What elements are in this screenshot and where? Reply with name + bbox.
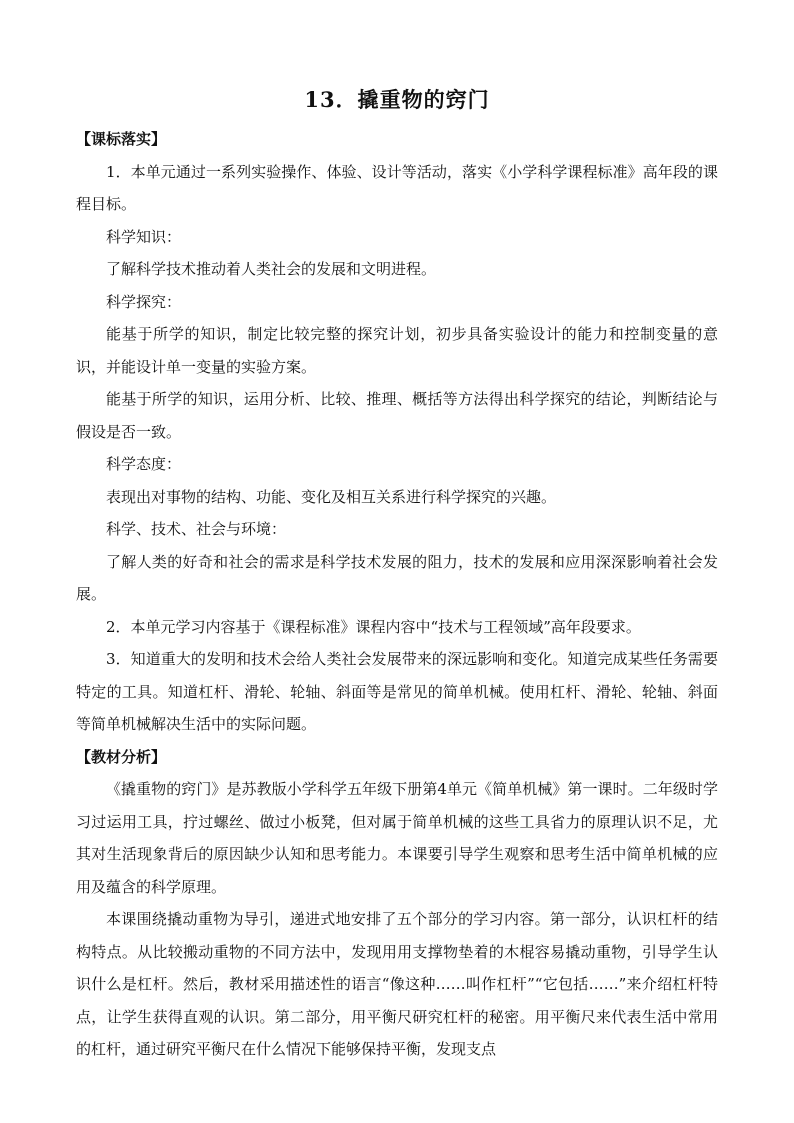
paragraph: 能基于所学的知识，运用分析、比较、推理、概括等方法得出科学探究的结论，判断结论与假设是否一致。 [76, 390, 718, 441]
page-title: 13．撬重物的窍门 [304, 87, 490, 112]
paragraph: 科学知识： [106, 227, 182, 246]
paragraph: 《撬重物的窍门》是苏教版小学科学五年级下册第4单元《简单机械》第一课时。二年级时学习过运用工具，拧过螺丝、做过小板凳，但对属于简单机械的这些工具省力的原理认识不足，尤其对生活现象背后的原因缺少认知和思考能力。本课要引导学生观察和思考生活中简单机械的应用及蕴含的科学原理。 [76, 780, 718, 896]
paragraph: 1．本单元通过一系列实验操作、体验、设计等活动，落实《小学科学课程标准》高年段的课程目标。 [76, 162, 718, 213]
paragraph: 表现出对事物的结构、功能、变化及相互关系进行科学探究的兴趣。 [106, 487, 557, 506]
paragraph: 了解科学技术推动着人类社会的发展和文明进程。 [106, 260, 437, 278]
document-body [76, 123, 718, 1066]
paragraph: 2．本单元学习内容基于《课程标准》课程内容中“技术与工程领域”高年段要求。 [106, 617, 641, 636]
paragraph: 科学探究： [106, 292, 182, 311]
paragraph: 3．知道重大的发明和技术会给人类社会发展带来的深远影响和变化。知道完成某些任务需要特定的工具。知道杠杆、滑轮、轮轴、斜面等是常见的简单机械。使用杠杆、滑轮、轮轴、斜面等简单机械解决生活中的实际问题。 [76, 650, 718, 733]
section-heading-analysis: 【教材分析】 [76, 747, 167, 766]
paragraph: 科学态度： [106, 455, 182, 473]
paragraph: 本课围绕撬动重物为导引，递进式地安排了五个部分的学习内容。第一部分，认识杠杆的结构特点。从比较搬动重物的不同方法中，发现用用支撑物垫着的木棍容易撬动重物，引导学生认识什么是杠杆。然后，教材采用描述性的语言“像这种……叫作杠杆”“它包括……”来介绍杠杆特点，让学生获得直观的认识。第二部分，用平衡尺研究杠杆的秘密。用平衡尺来代表生活中常用的杠杆，通过研究平衡尺在什么情况下能够保持平衡，发现支点 [76, 910, 718, 1058]
paragraph: 了解人类的好奇和社会的需求是科学技术发展的阻力，技术的发展和应用深深影响着社会发展。 [76, 552, 718, 603]
paragraph: 科学、技术、社会与环境： [106, 520, 287, 538]
paragraph: 能基于所学的知识，制定比较完整的探究计划，初步具备实验设计的能力和控制变量的意识，并能设计单一变量的实验方案。 [76, 325, 718, 376]
section-heading-standards: 【课标落实】 [76, 130, 167, 148]
